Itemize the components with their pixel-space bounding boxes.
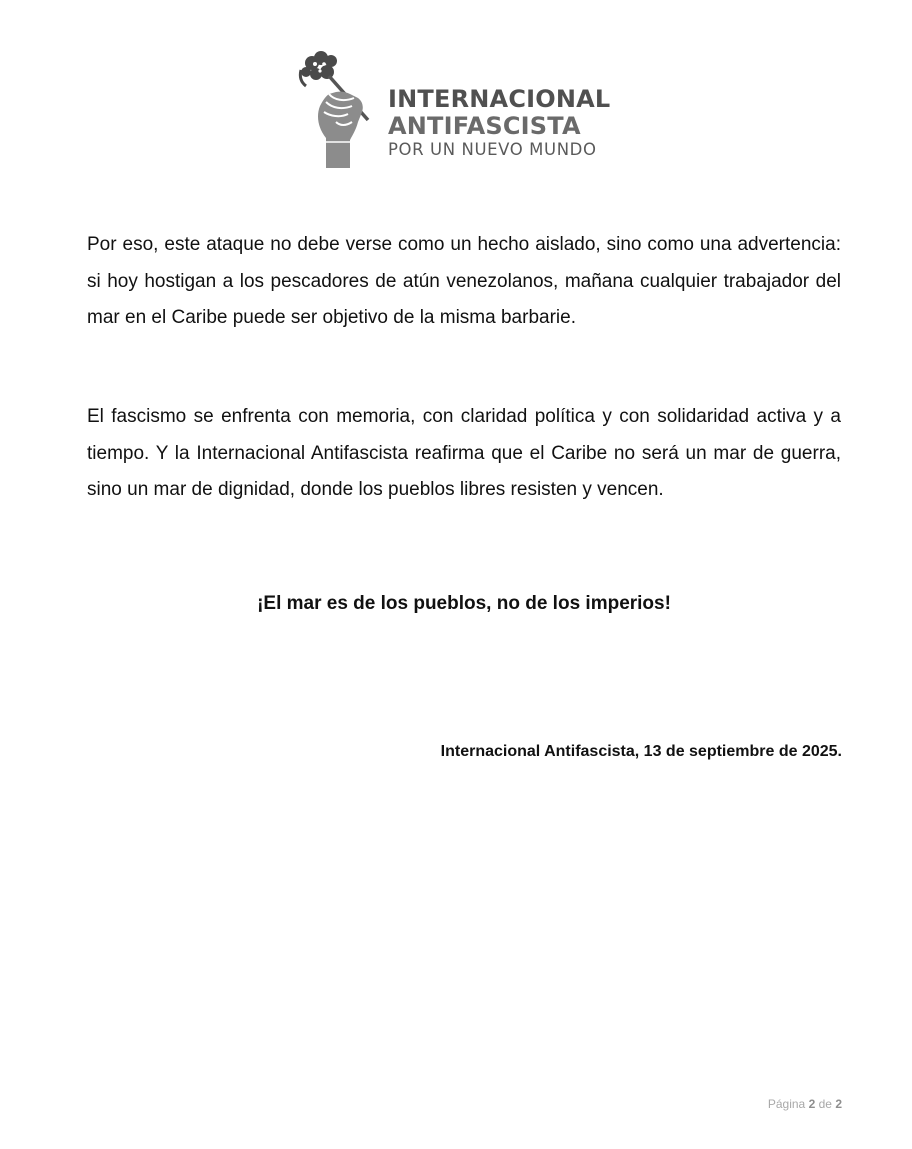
organization-logo [296, 50, 636, 175]
page-number [768, 1095, 842, 1113]
logo-title-line-2: ANTIFASCISTA [388, 112, 581, 140]
body-paragraph-2: El fascismo se enfrenta con memoria, con claridad política y con solidaridad activa y a tiempo. Y la Internacional Antifascista reafirma que el Caribe no será un mar de guerra, sino un mar de dignidad, donde los pueblos libres resisten y vencen. [87, 406, 841, 500]
raised-fist-with-carnation-icon [296, 50, 386, 172]
page-prefix: Página [767, 1097, 806, 1111]
current-page-number: 2 [808, 1097, 816, 1111]
body-paragraph-1: Por eso, este ataque no debe verse como un hecho aislado, sino como una advertencia: si hoy hostigan a los pescadores de atún venezolanos, mañana cualquier trabajador del mar en el Caribe puede ser objetivo de la misma barbarie. [87, 234, 841, 328]
page-separator: de [818, 1097, 832, 1111]
logo-tagline: POR UN NUEVO MUNDO [388, 140, 597, 159]
logo-wordmark [388, 86, 610, 160]
signature-date-line: Internacional Antifascista, 13 de septiembre de 2025. [440, 743, 842, 760]
logo-title-line-1: INTERNACIONAL [388, 85, 611, 113]
total-pages-number: 2 [835, 1097, 842, 1111]
closing-slogan: ¡El mar es de los pueblos, no de los imperios! [257, 593, 671, 614]
